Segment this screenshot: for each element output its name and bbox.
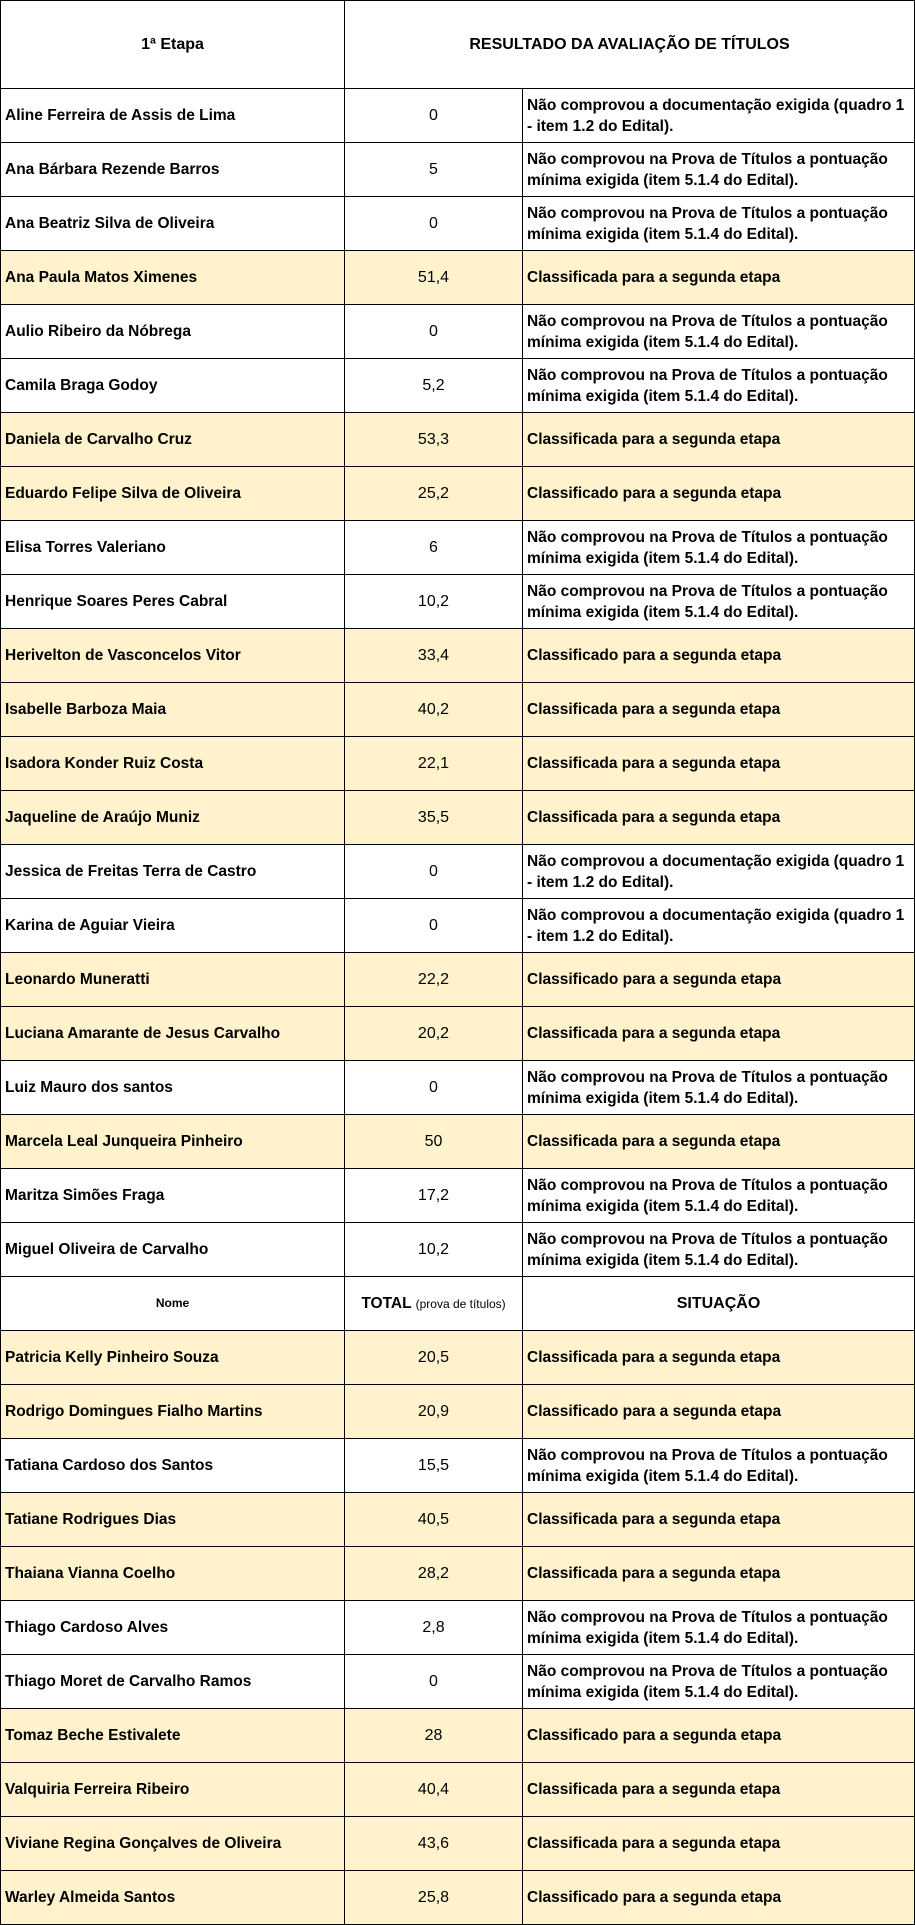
total-score: 51,4 [345,251,523,305]
total-score: 40,4 [345,1763,523,1817]
table-row [1,197,915,251]
evaluation-status: Não comprovou na Prova de Títulos a pontuação mínima exigida (item 5.1.4 do Edital). [523,143,915,197]
total-score: 10,2 [345,1223,523,1277]
evaluation-status: Classificada para a segunda etapa [523,1115,915,1169]
total-score: 20,2 [345,1007,523,1061]
candidate-name: Ana Beatriz Silva de Oliveira [1,197,345,251]
total-score: 0 [345,1061,523,1115]
total-score: 25,2 [345,467,523,521]
table-row [1,953,915,1007]
table-row [1,791,915,845]
total-score: 15,5 [345,1439,523,1493]
evaluation-status: Classificada para a segunda etapa [523,413,915,467]
evaluation-status: Classificada para a segunda etapa [523,791,915,845]
table-row [1,1331,915,1385]
evaluation-status: Classificada para a segunda etapa [523,1817,915,1871]
total-score: 5,2 [345,359,523,413]
candidate-name: Warley Almeida Santos [1,1871,345,1925]
candidate-name: Herivelton de Vasconcelos Vitor [1,629,345,683]
total-column-header [345,1277,523,1331]
table-row [1,305,915,359]
evaluation-status: Não comprovou na Prova de Títulos a pontuação mínima exigida (item 5.1.4 do Edital). [523,575,915,629]
candidate-name: Miguel Oliveira de Carvalho [1,1223,345,1277]
total-score: 28,2 [345,1547,523,1601]
total-column-label: TOTAL [361,1294,412,1312]
candidate-name: Elisa Torres Valeriano [1,521,345,575]
total-score: 50 [345,1115,523,1169]
table-row [1,1223,915,1277]
evaluation-status: Não comprovou na Prova de Títulos a pontuação mínima exigida (item 5.1.4 do Edital). [523,1439,915,1493]
table-row [1,1493,915,1547]
table-row [1,521,915,575]
candidate-name: Marcela Leal Junqueira Pinheiro [1,1115,345,1169]
table-row [1,1547,915,1601]
table-row [1,1817,915,1871]
table-row [1,575,915,629]
total-score: 53,3 [345,413,523,467]
candidate-name: Isadora Konder Ruiz Costa [1,737,345,791]
candidate-name: Luciana Amarante de Jesus Carvalho [1,1007,345,1061]
candidate-name: Thaiana Vianna Coelho [1,1547,345,1601]
total-score: 40,5 [345,1493,523,1547]
total-score: 2,8 [345,1601,523,1655]
evaluation-status: Não comprovou na Prova de Títulos a pontuação mínima exigida (item 5.1.4 do Edital). [523,1169,915,1223]
total-score: 17,2 [345,1169,523,1223]
table-row [1,1169,915,1223]
total-score: 22,1 [345,737,523,791]
evaluation-status: Classificada para a segunda etapa [523,1331,915,1385]
evaluation-status: Classificado para a segunda etapa [523,1385,915,1439]
evaluation-status: Não comprovou a documentação exigida (quadro 1 - item 1.2 do Edital). [523,899,915,953]
evaluation-status: Classificada para a segunda etapa [523,1763,915,1817]
stage-header: 1ª Etapa [1,1,345,89]
candidate-name: Isabelle Barboza Maia [1,683,345,737]
evaluation-status: Classificado para a segunda etapa [523,1871,915,1925]
table-row [1,1007,915,1061]
table-row [1,1655,915,1709]
total-score: 43,6 [345,1817,523,1871]
total-score: 6 [345,521,523,575]
total-column-note: (prova de títulos) [415,1296,506,1311]
total-score: 33,4 [345,629,523,683]
evaluation-status: Classificado para a segunda etapa [523,953,915,1007]
evaluation-status: Classificada para a segunda etapa [523,1007,915,1061]
table-row [1,1709,915,1763]
status-column-header: SITUAÇÃO [523,1277,915,1331]
total-score: 0 [345,197,523,251]
candidate-name: Jaqueline de Araújo Muniz [1,791,345,845]
total-score: 25,8 [345,1871,523,1925]
candidate-name: Ana Bárbara Rezende Barros [1,143,345,197]
candidate-name: Maritza Simões Fraga [1,1169,345,1223]
table-row [1,251,915,305]
table-row [1,89,915,143]
total-score: 0 [345,1655,523,1709]
evaluation-status: Classificada para a segunda etapa [523,1547,915,1601]
evaluation-status: Não comprovou na Prova de Títulos a pontuação mínima exigida (item 5.1.4 do Edital). [523,1061,915,1115]
table-row [1,1439,915,1493]
candidate-name: Henrique Soares Peres Cabral [1,575,345,629]
column-header-row [1,1277,915,1331]
results-title-header: RESULTADO DA AVALIAÇÃO DE TÍTULOS [345,1,915,89]
results-table-body [1,1,915,1925]
table-row [1,845,915,899]
total-score: 0 [345,899,523,953]
table-row [1,629,915,683]
table-row [1,1385,915,1439]
table-row [1,413,915,467]
table-row [1,143,915,197]
candidate-name: Jessica de Freitas Terra de Castro [1,845,345,899]
candidate-name: Tatiana Cardoso dos Santos [1,1439,345,1493]
candidate-name: Camila Braga Godoy [1,359,345,413]
evaluation-status: Não comprovou na Prova de Títulos a pontuação mínima exigida (item 5.1.4 do Edital). [523,1223,915,1277]
candidate-name: Luiz Mauro dos santos [1,1061,345,1115]
candidate-name: Ana Paula Matos Ximenes [1,251,345,305]
evaluation-status: Classificada para a segunda etapa [523,737,915,791]
evaluation-status: Não comprovou na Prova de Títulos a pontuação mínima exigida (item 5.1.4 do Edital). [523,1601,915,1655]
total-score: 0 [345,845,523,899]
candidate-name: Aulio Ribeiro da Nóbrega [1,305,345,359]
table-row [1,1061,915,1115]
total-score: 10,2 [345,575,523,629]
table-row [1,1115,915,1169]
evaluation-status: Classificado para a segunda etapa [523,1709,915,1763]
total-score: 5 [345,143,523,197]
table-row [1,359,915,413]
table-row [1,467,915,521]
total-score: 40,2 [345,683,523,737]
total-score: 22,2 [345,953,523,1007]
candidate-name: Tomaz Beche Estivalete [1,1709,345,1763]
table-row [1,1601,915,1655]
candidate-name: Eduardo Felipe Silva de Oliveira [1,467,345,521]
total-score: 28 [345,1709,523,1763]
candidate-name: Patricia Kelly Pinheiro Souza [1,1331,345,1385]
table-header-row [1,1,915,89]
table-row [1,1871,915,1925]
evaluation-status: Não comprovou a documentação exigida (quadro 1 - item 1.2 do Edital). [523,89,915,143]
evaluation-status: Não comprovou na Prova de Títulos a pontuação mínima exigida (item 5.1.4 do Edital). [523,359,915,413]
total-score: 0 [345,305,523,359]
evaluation-status: Não comprovou a documentação exigida (quadro 1 - item 1.2 do Edital). [523,845,915,899]
candidate-name: Tatiane Rodrigues Dias [1,1493,345,1547]
evaluation-status: Não comprovou na Prova de Títulos a pontuação mínima exigida (item 5.1.4 do Edital). [523,1655,915,1709]
evaluation-status: Classificada para a segunda etapa [523,251,915,305]
name-column-header: Nome [1,1277,345,1331]
evaluation-status: Classificada para a segunda etapa [523,683,915,737]
total-score: 20,5 [345,1331,523,1385]
total-score: 35,5 [345,791,523,845]
evaluation-status: Classificado para a segunda etapa [523,467,915,521]
candidate-name: Rodrigo Domingues Fialho Martins [1,1385,345,1439]
evaluation-status: Classificado para a segunda etapa [523,629,915,683]
evaluation-status: Não comprovou na Prova de Títulos a pontuação mínima exigida (item 5.1.4 do Edital). [523,305,915,359]
total-score: 0 [345,89,523,143]
candidate-name: Thiago Moret de Carvalho Ramos [1,1655,345,1709]
candidate-name: Valquiria Ferreira Ribeiro [1,1763,345,1817]
table-row [1,899,915,953]
candidate-name: Aline Ferreira de Assis de Lima [1,89,345,143]
evaluation-status: Classificada para a segunda etapa [523,1493,915,1547]
total-score: 20,9 [345,1385,523,1439]
candidate-name: Thiago Cardoso Alves [1,1601,345,1655]
evaluation-status: Não comprovou na Prova de Títulos a pontuação mínima exigida (item 5.1.4 do Edital). [523,197,915,251]
candidate-name: Leonardo Muneratti [1,953,345,1007]
table-row [1,683,915,737]
table-row [1,1763,915,1817]
candidate-name: Viviane Regina Gonçalves de Oliveira [1,1817,345,1871]
candidate-name: Karina de Aguiar Vieira [1,899,345,953]
evaluation-status: Não comprovou na Prova de Títulos a pontuação mínima exigida (item 5.1.4 do Edital). [523,521,915,575]
table-row [1,737,915,791]
candidate-name: Daniela de Carvalho Cruz [1,413,345,467]
